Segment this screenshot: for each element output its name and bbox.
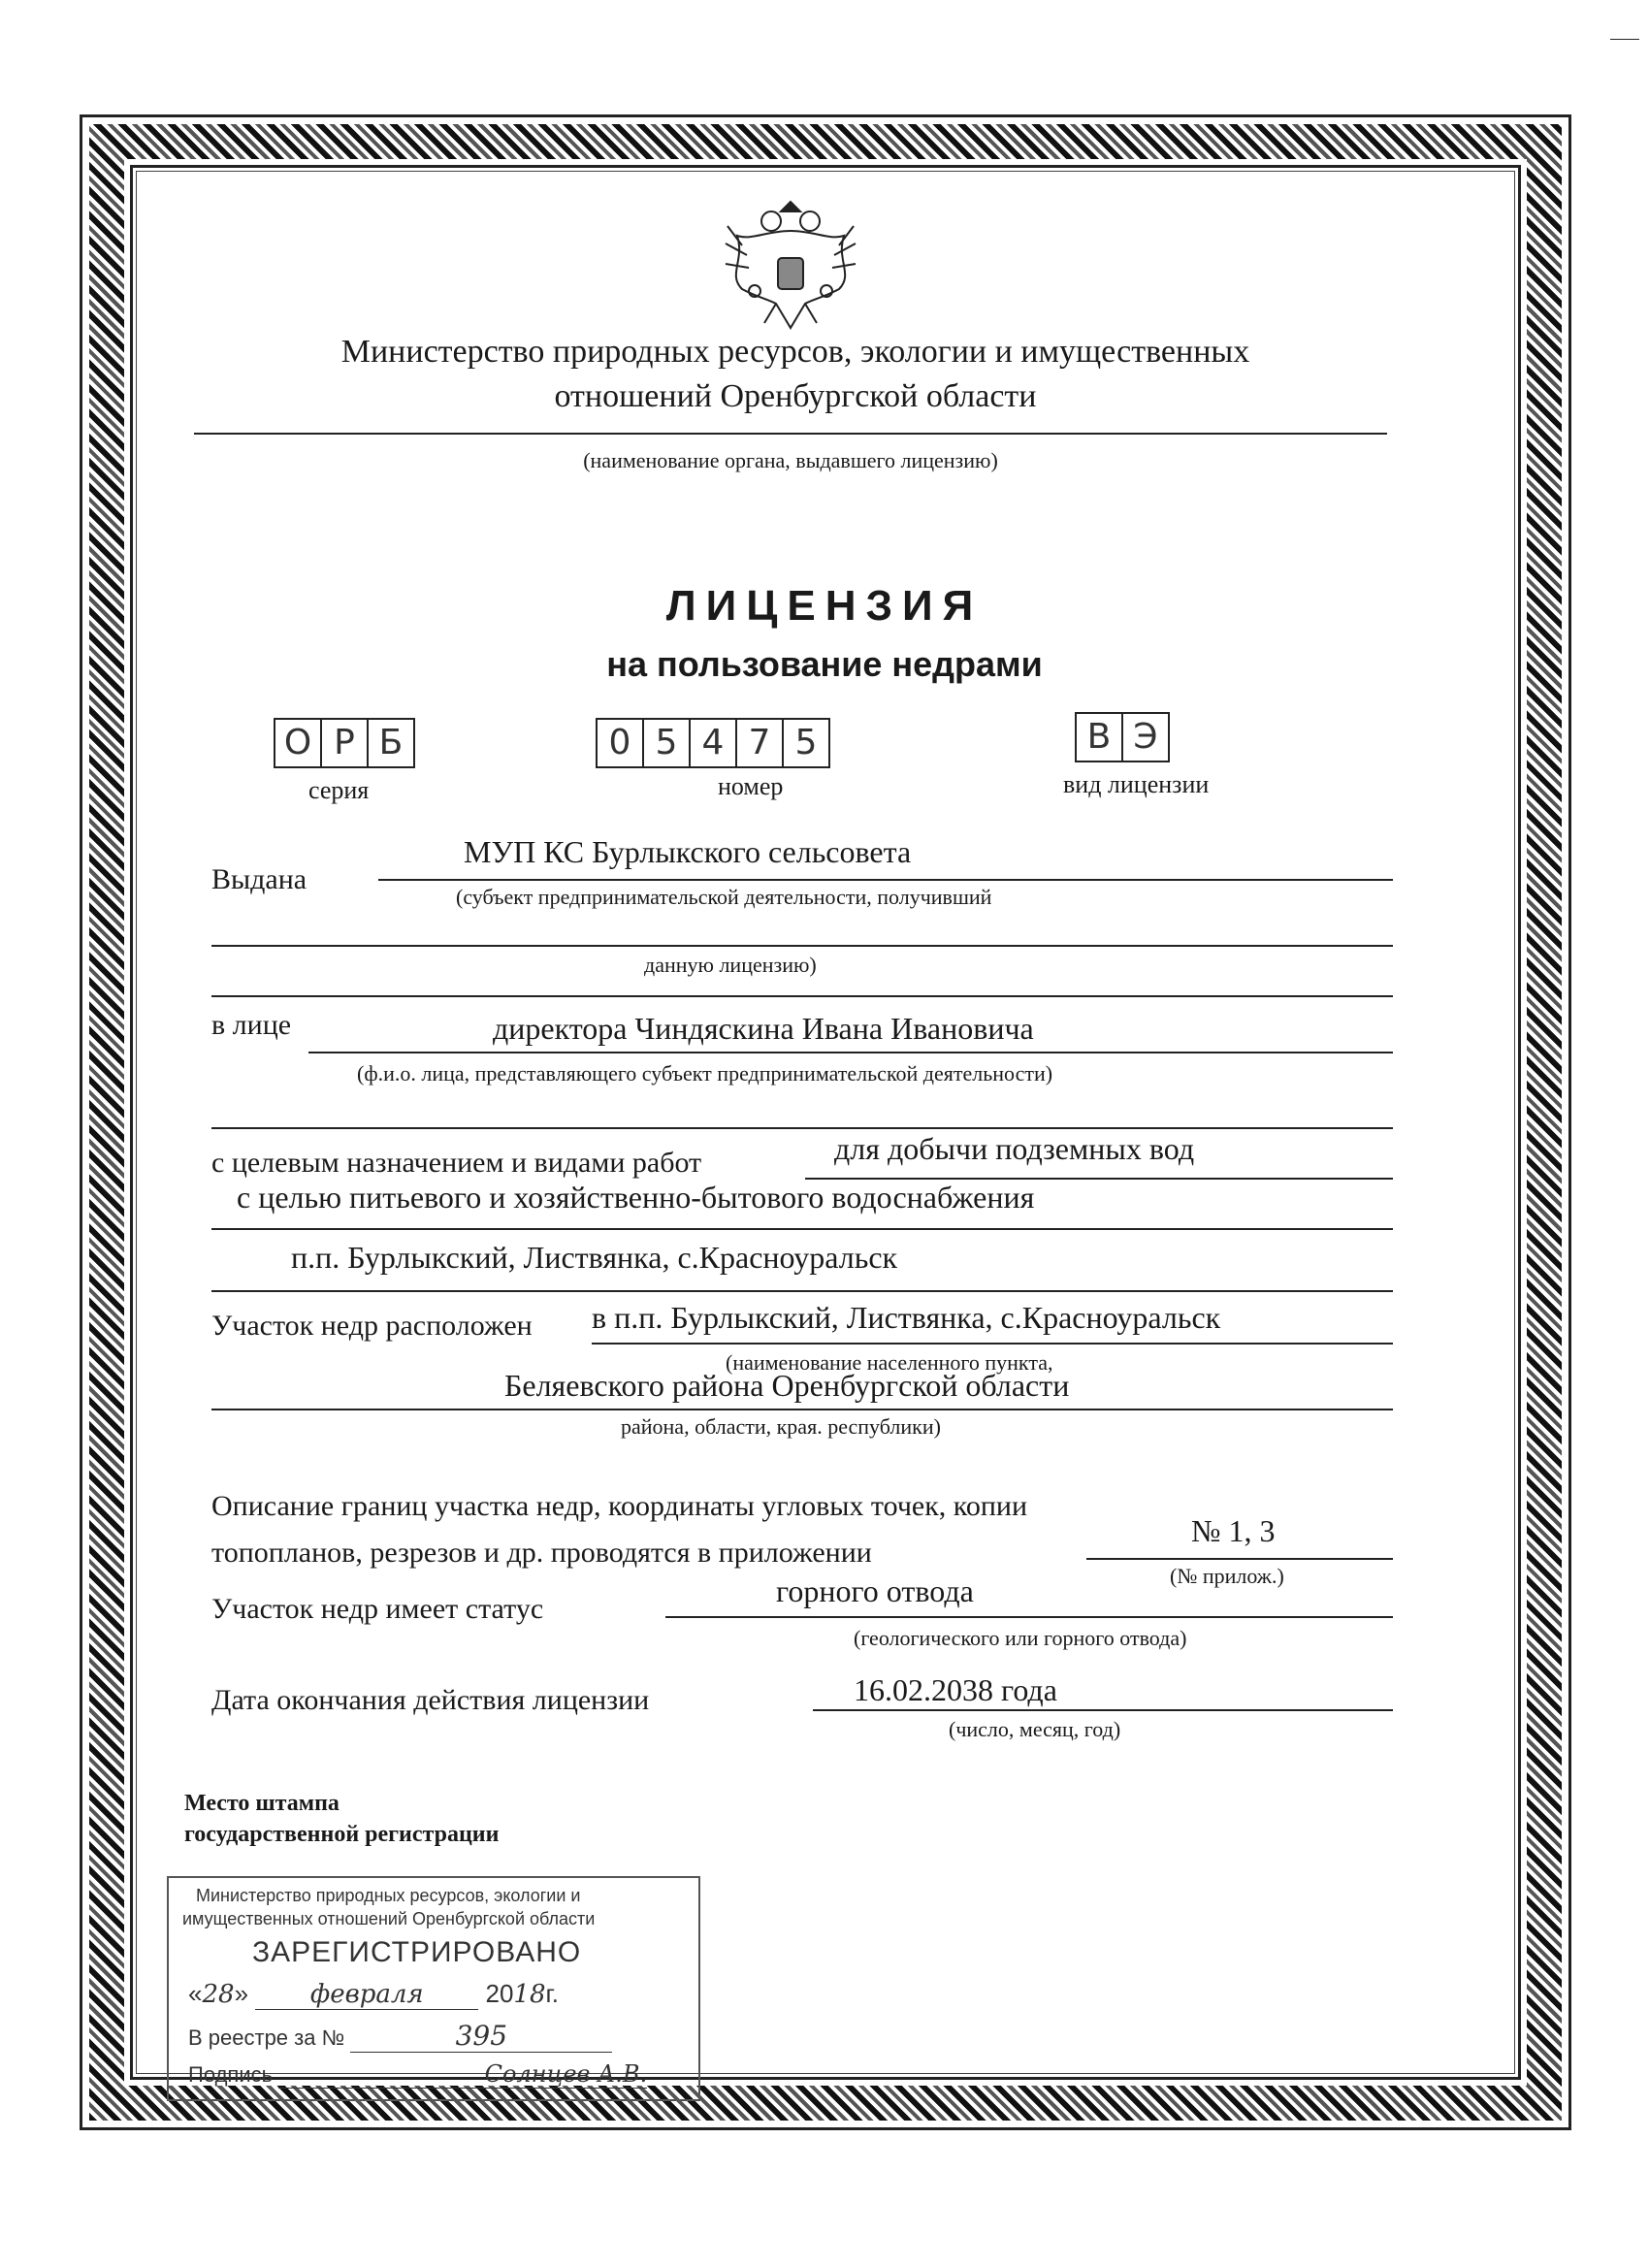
series-boxes [274, 718, 413, 768]
purpose-label: с целевым назначением и видами работ [211, 1147, 702, 1179]
status-label: Участок недр имеет статус [211, 1593, 544, 1625]
type-char: Э [1121, 712, 1170, 762]
issued-caption-2: данную лицензию) [644, 953, 817, 977]
stamp-date: «28» февраля 2018г. [188, 1979, 560, 2009]
type-char: В [1075, 712, 1123, 762]
series-char: О [274, 718, 322, 768]
number-boxes [596, 718, 828, 768]
appendix-underline [1086, 1558, 1393, 1560]
issued-caption-1: (субъект предпринимательской деятельности, получивший [456, 885, 992, 909]
stamp-year-unit: г. [545, 1979, 560, 2008]
site-line-2: Беляевского района Оренбургской области [504, 1368, 1070, 1403]
site-underline-1 [592, 1343, 1393, 1345]
purpose-underline-2 [211, 1228, 1393, 1230]
stamp-place-line-1: Место штампа [184, 1791, 340, 1816]
license-title: ЛИЦЕНЗИЯ [665, 582, 984, 630]
expiry-label: Дата окончания действия лицензии [211, 1684, 650, 1716]
purpose-underline-3 [211, 1290, 1393, 1292]
person-caption: (ф.и.о. лица, представляющего субъект предпринимательской деятельности) [357, 1061, 1053, 1085]
series-char: Р [320, 718, 369, 768]
site-caption-2: района, области, края. республики) [621, 1414, 941, 1439]
stamp-month: февраля [255, 1980, 478, 2010]
number-char: 5 [782, 718, 830, 768]
stamp-year-prefix: 20 [485, 1979, 514, 2008]
issued-label: Выдана [211, 863, 307, 895]
license-type-label: вид лицензии [1063, 770, 1210, 798]
number-label: номер [718, 772, 784, 800]
authority-caption: (наименование органа, выдавшего лицензию) [583, 448, 998, 472]
series-label: серия [308, 776, 370, 804]
number-char: 5 [642, 718, 691, 768]
purpose-line-2: с целью питьевого и хозяйственно-бытового водоснабжения [237, 1180, 1035, 1215]
appendix-caption: (№ прилож.) [1170, 1564, 1284, 1588]
description-line-1: Описание границ участка недр, координаты угловых точек, копии [211, 1490, 1028, 1522]
status-caption: (геологического или горного отвода) [854, 1626, 1187, 1650]
stamp-signature [188, 2060, 647, 2089]
scan-mark [1610, 39, 1639, 40]
stamp-year-suffix: 18 [513, 1980, 546, 2009]
stamp-org-line-2: имущественных отношений Оренбургской области [182, 1909, 596, 1928]
series-char: Б [367, 718, 415, 768]
number-char: 0 [596, 718, 644, 768]
person-underline [308, 1052, 1393, 1053]
authority-name-line2: отношений Оренбургской области [554, 378, 1037, 414]
purpose-line-1: для добычи подземных вод [834, 1131, 1195, 1166]
stamp-registry-number: 395 [350, 2020, 612, 2053]
registration-stamp [167, 1876, 700, 2101]
person-label: в лице [211, 1009, 292, 1041]
issued-underline [378, 879, 1393, 881]
site-underline-2 [211, 1409, 1393, 1410]
site-line-1: в п.п. Бурлыкский, Листвянка, с.Красноуральск [592, 1300, 1221, 1335]
status-value: горного отвода [776, 1573, 974, 1608]
appendix-value: № 1, 3 [1191, 1513, 1276, 1548]
stamp-status: ЗАРЕГИСТРИРОВАНО [252, 1936, 582, 1968]
number-char: 7 [735, 718, 784, 768]
site-label: Участок недр расположен [211, 1310, 533, 1342]
issued-underline-2 [211, 945, 1393, 947]
stamp-day: 28 [202, 1980, 235, 2009]
issued-underline-3 [211, 995, 1393, 997]
expiry-caption: (число, месяц, год) [949, 1717, 1121, 1741]
issuing-authority [223, 330, 1368, 419]
stamp-org-line-1: Министерство природных ресурсов, экологии и [196, 1886, 581, 1905]
license-subtitle: на пользование недрами [606, 644, 1043, 684]
issued-value: МУП КС Бурлыкского сельсовета [464, 834, 912, 869]
authority-name-line1: Министерство природных ресурсов, экологии и имущественных [340, 334, 1250, 370]
site-caption-1: (наименование населенного пункта, [726, 1350, 1053, 1375]
stamp-registry-label: В реестре за № [188, 2025, 345, 2050]
purpose-line-3: п.п. Бурлыкский, Листвянка, с.Красноуральск [291, 1240, 898, 1275]
stamp-signature-name: Солнцев А.В. [278, 2060, 647, 2089]
person-underline-2 [211, 1127, 1393, 1129]
description-line-2: топопланов, резрезов и др. проводятся в приложении [211, 1537, 872, 1569]
number-char: 4 [689, 718, 737, 768]
expiry-value: 16.02.2038 года [854, 1672, 1057, 1707]
stamp-registry [188, 2020, 612, 2053]
stamp-place-line-2: государственной регистрации [184, 1822, 500, 1847]
stamp-signature-label: Подпись [188, 2062, 274, 2087]
coat-of-arms-emblem [708, 182, 873, 347]
license-type-boxes [1075, 712, 1168, 762]
authority-underline [194, 433, 1387, 435]
expiry-underline [813, 1709, 1393, 1711]
status-underline [665, 1616, 1393, 1618]
person-value: директора Чиндяскина Ивана Ивановича [493, 1011, 1034, 1046]
